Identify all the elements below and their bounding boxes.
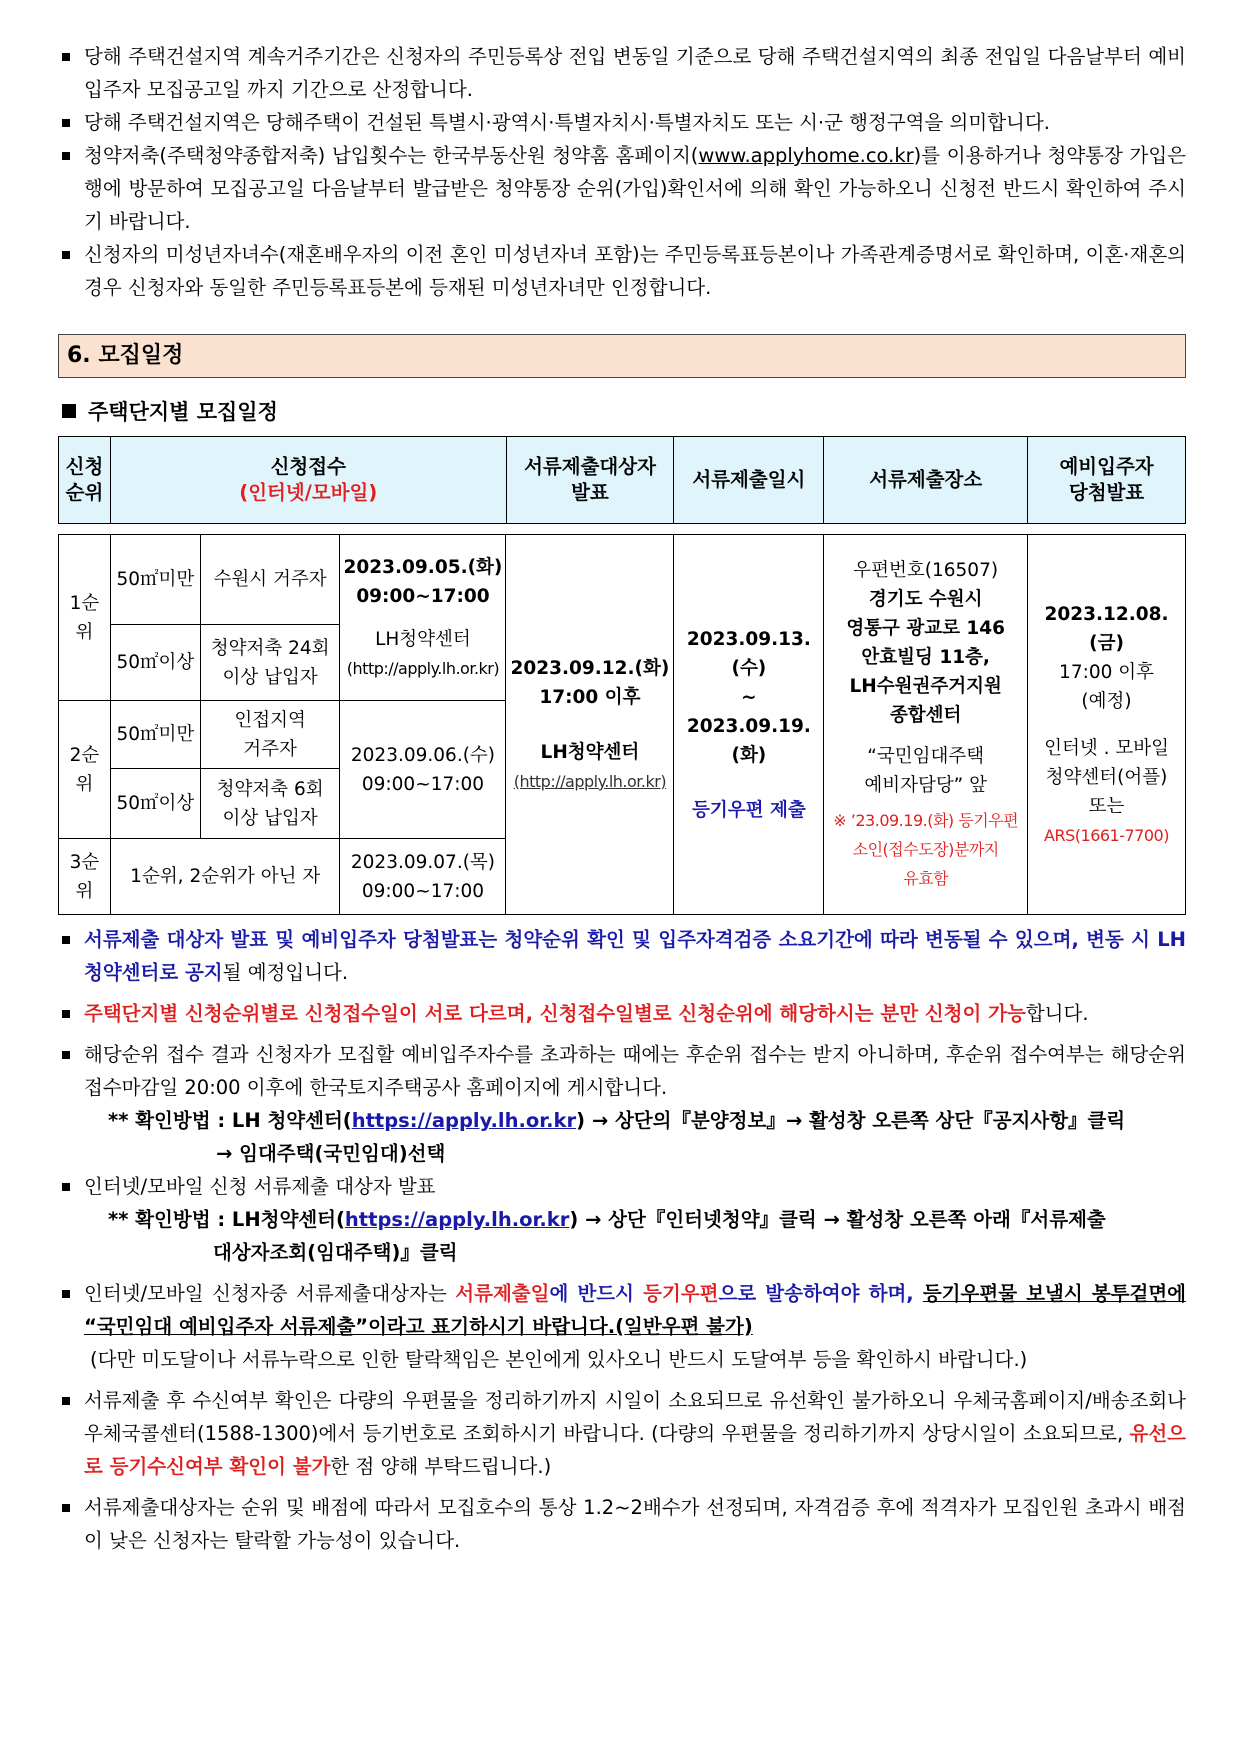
r2b-condition: 청약저축 6회 이상 납입자 bbox=[200, 769, 340, 839]
r1-url[interactable]: (http://apply.lh.or.kr) bbox=[346, 658, 500, 678]
note-registered-mail: 인터넷/모바일 신청자중 서류제출대상자는 서류제출일에 반드시 등기우편으로 발송하여야 하며, 등기우편물 보낼시 봉투겉면에 “국민임대 예비입주자 서류제출”이라고 표기하시기 바랍니다.(일반우편 불가) bbox=[58, 1277, 1186, 1343]
target-cell: 2023.09.12.(화) 17:00 이후 LH청약센터 (http://apply.lh.or.kr) bbox=[506, 535, 674, 915]
document-page bbox=[58, 40, 1186, 1557]
note-check-method-1: ** 확인방법 : LH 청약센터(https://apply.lh.or.kr) → 상단의『분양정보』→ 활성창 오른쪽 상단『공지사항』클릭 bbox=[108, 1109, 1126, 1132]
header-winner: 예비입주자 당첨발표 bbox=[1028, 437, 1186, 524]
bullet-square-icon bbox=[62, 1504, 70, 1512]
header-docs-place: 서류제출장소 bbox=[824, 437, 1028, 524]
rank1-cell: 1순위 bbox=[59, 535, 111, 701]
note-check-method-2-cont: 대상자조회(임대주택)』클릭 bbox=[213, 1241, 458, 1264]
r2b-size: 50㎡이상 bbox=[110, 769, 200, 839]
bullet-square-icon bbox=[62, 1290, 70, 1298]
r3-apply-cell: 2023.09.07.(목) 09:00~17:00 bbox=[340, 839, 506, 915]
rank2-cell: 2순위 bbox=[59, 701, 111, 839]
lh-link-1[interactable]: https://apply.lh.or.kr bbox=[351, 1109, 577, 1132]
winner-cell: 2023.12.08.(금) 17:00 이후 (예정) 인터넷 . 모바일 청약센터(어플) 또는 ARS(1661-7700) bbox=[1028, 535, 1186, 915]
r1b-condition: 청약저축 24회 이상 납입자 bbox=[200, 625, 340, 701]
bullet-square-icon bbox=[62, 119, 70, 127]
note-check-method-1-cont: → 임대주택(국민임대)선택 bbox=[216, 1142, 446, 1165]
bullet-housing-region: 당해 주택건설지역은 당해주택이 건설된 특별시·광역시·특별자치시·특별자치도 또는 시·군 행정구역을 의미합니다. bbox=[58, 106, 1186, 139]
lh-link-2[interactable]: https://apply.lh.or.kr bbox=[344, 1208, 570, 1231]
note-next-rank: 해당순위 접수 결과 신청자가 모집할 예비입주자수를 초과하는 때에는 후순위 접수는 받지 아니하며, 후순위 접수여부는 해당순위 접수마감일 20:00 이후에 한국토지주택공사 홈페이지에 게시합니다. bbox=[58, 1038, 1186, 1104]
bullet-square-icon bbox=[62, 1183, 70, 1191]
bullet-square-icon bbox=[62, 251, 70, 259]
bullet-square-icon bbox=[62, 152, 70, 160]
square-bullet-icon bbox=[62, 404, 76, 418]
target-url[interactable]: (http://apply.lh.or.kr) bbox=[513, 771, 667, 791]
r1a-size: 50㎡미만 bbox=[110, 535, 200, 625]
note-docs-target: 인터넷/모바일 신청 서류제출 대상자 발표 bbox=[58, 1170, 1186, 1203]
header-rank: 신청 순위 bbox=[59, 437, 111, 524]
bullet-residence-period: 당해 주택건설지역 계속거주기간은 신청자의 주민등록상 전입 변동일 기준으로 당해 주택건설지역의 최종 전입일 다음날부터 예비입주자 모집공고일 까지 기간으로 산정합니다. bbox=[58, 40, 1186, 106]
r1a-condition: 수원시 거주자 bbox=[200, 535, 340, 625]
header-apply: 신청접수 (인터넷/모바일) bbox=[110, 437, 506, 524]
r1b-size: 50㎡이상 bbox=[110, 625, 200, 701]
r3-condition: 1순위, 2순위가 아닌 자 bbox=[110, 839, 340, 915]
note-registered-mail-sub: (다만 미도달이나 서류누락으로 인한 탈락책임은 본인에게 있사오니 반드시 도달여부 등을 확인하시 바랍니다.) bbox=[90, 1348, 1028, 1371]
bullet-minor-children: 신청자의 미성년자녀수(재혼배우자의 이전 혼인 미성년자녀 포함)는 주민등록표등본이나 가족관계증명서로 확인하며, 이혼·재혼의 경우 신청자와 동일한 주민등록표등본에 등재된 미성년자녀만 인정합니다. bbox=[58, 238, 1186, 304]
schedule-table bbox=[58, 534, 1186, 915]
schedule-header-table bbox=[58, 436, 1186, 524]
bullet-square-icon bbox=[62, 1010, 70, 1018]
rank3-cell: 3순위 bbox=[59, 839, 111, 915]
docs-date-cell: 2023.09.13.(수) ~ 2023.09.19.(화) 등기우편 제출 bbox=[674, 535, 824, 915]
docs-place-cell: 우편번호(16507) 경기도 수원시 영통구 광교로 146 안효빌딩 11층, LH수원권주거지원 종합센터 “국민임대주택 예비자담당” 앞 ※ ’23.09.19.(화) 등기우편 소인(접수도장)분까지 유효함 bbox=[824, 535, 1028, 915]
bullet-square-icon bbox=[62, 53, 70, 61]
applyhome-link[interactable]: www.applyhome.co.kr bbox=[698, 144, 914, 167]
bullet-square-icon bbox=[62, 1051, 70, 1059]
section-title: 6. 모집일정 bbox=[58, 334, 1186, 378]
note-rank-dates: 주택단지별 신청순위별로 신청접수일이 서로 다르며, 신청접수일별로 신청순위에 해당하시는 분만 신청이 가능합니다. bbox=[58, 997, 1186, 1030]
r2-apply-cell: 2023.09.06.(수) 09:00~17:00 bbox=[340, 701, 506, 839]
note-selection-ratio: 서류제출대상자는 순위 및 배점에 따라서 모집호수의 통상 1.2~2배수가 선정되며, 자격검증 후에 적격자가 모집인원 초과시 배점이 낮은 신청자는 탈락할 가능성이 있습니다. bbox=[58, 1491, 1186, 1557]
header-docs-target: 서류제출대상자 발표 bbox=[506, 437, 674, 524]
bullet-square-icon bbox=[62, 936, 70, 944]
bullet-savings-count: 청약저축(주택청약종합저축) 납입횟수는 한국부동산원 청약홈 홈페이지(www.applyhome.co.kr)를 이용하거나 청약통장 가입은행에 방문하여 모집공고일 다음날부터 발급받은 청약통장 순위(가입)확인서에 의해 확인 가능하오니 신청전 반드시 확인하여 주시기 바랍니다. bbox=[58, 139, 1186, 238]
sub-title: 주택단지별 모집일정 bbox=[58, 396, 1186, 426]
r1-apply-cell: 2023.09.05.(화) 09:00~17:00 LH청약센터 (http://apply.lh.or.kr) bbox=[340, 535, 506, 701]
header-docs-date: 서류제출일시 bbox=[674, 437, 824, 524]
note-announcement-change: 서류제출 대상자 발표 및 예비입주자 당첨발표는 청약순위 확인 및 입주자격검증 소요기간에 따라 변동될 수 있으며, 변동 시 LH청약센터로 공지될 예정입니다. bbox=[58, 923, 1186, 989]
note-check-method-2: ** 확인방법 : LH청약센터(https://apply.lh.or.kr) → 상단『인터넷청약』클릭 → 활성창 오른쪽 아래『서류제출 bbox=[108, 1208, 1106, 1231]
r2a-condition: 인접지역 거주자 bbox=[200, 701, 340, 769]
r2a-size: 50㎡미만 bbox=[110, 701, 200, 769]
note-receipt-check: 서류제출 후 수신여부 확인은 다량의 우편물을 정리하기까지 시일이 소요되므로 유선확인 불가하오니 우체국홈페이지/배송조회나 우체국콜센터(1588-1300)에서 등기번호로 조회하시기 바랍니다. (다량의 우편물을 정리하기까지 상당시일이 소요되므로, 유선으로 등기수신여부 확인이 불가한 점 양해 부탁드립니다.) bbox=[58, 1384, 1186, 1483]
bullet-square-icon bbox=[62, 1397, 70, 1405]
